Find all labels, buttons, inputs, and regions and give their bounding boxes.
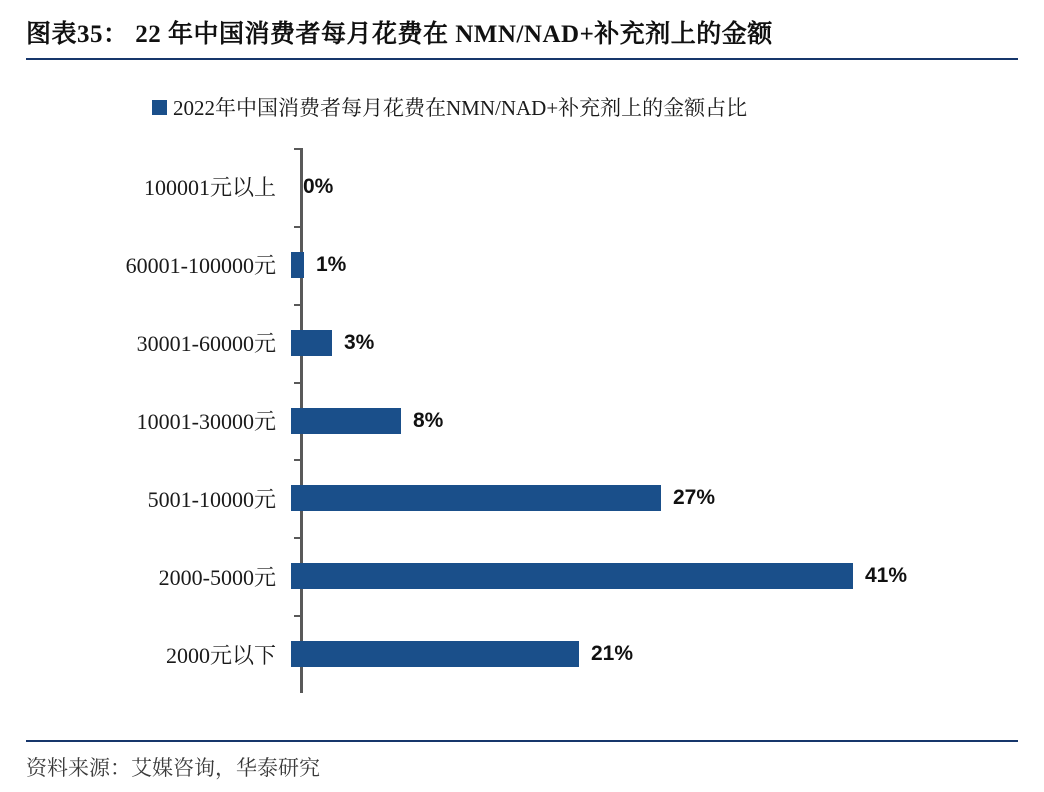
chart-row <box>26 226 1018 304</box>
chart-row <box>26 615 1018 693</box>
bar <box>291 641 579 667</box>
bar <box>291 408 401 434</box>
bar-container <box>288 304 1018 382</box>
title-divider <box>26 58 1018 60</box>
chart-row <box>26 459 1018 537</box>
bar-value-label: 1% <box>316 252 347 276</box>
category-label: 100001元以上 <box>143 175 276 201</box>
bar-value-label: 27% <box>673 486 716 510</box>
bar <box>291 485 661 511</box>
bar-rows <box>26 148 1018 693</box>
chart-row <box>26 382 1018 460</box>
page-title: 图表35： 22 年中国消费者每月花费在 NMN/NAD+补充剂上的金额 <box>26 21 773 48</box>
category-label: 2000元以下 <box>165 642 276 668</box>
chart-row <box>26 148 1018 226</box>
category-label: 10001-30000元 <box>136 409 276 434</box>
chart-row <box>26 537 1018 615</box>
bar-container <box>288 382 1018 460</box>
source-note: 资料来源：艾媒咨询，华泰研究 <box>26 756 320 780</box>
chart-row <box>26 304 1018 382</box>
category-label: 30001-60000元 <box>136 331 276 357</box>
bar-container <box>288 537 1018 615</box>
bar-container <box>288 148 1018 226</box>
legend-label: 2022年中国消费者每月花费在NMN/NAD+补充剂上的金额占比 <box>173 96 748 120</box>
category-label: 5001-10000元 <box>147 486 276 512</box>
bar-container <box>288 615 1018 693</box>
category-label: 2000-5000元 <box>158 564 276 590</box>
bar <box>291 330 332 356</box>
title-block <box>26 14 1018 60</box>
bar-value-label: 41% <box>865 564 908 588</box>
bar-value-label: 21% <box>591 642 634 666</box>
bar-value-label: 0% <box>303 174 334 198</box>
bar-value-label: 3% <box>344 330 375 354</box>
bar <box>291 563 853 589</box>
legend-swatch-icon <box>152 100 167 115</box>
bar-container <box>288 226 1018 304</box>
chart-legend <box>152 92 747 122</box>
bar <box>291 252 304 278</box>
footer-divider <box>26 740 1018 742</box>
plot-area <box>26 140 1018 700</box>
bar-container <box>288 459 1018 537</box>
category-label: 60001-100000元 <box>125 253 276 279</box>
bar-value-label: 8% <box>413 408 444 432</box>
